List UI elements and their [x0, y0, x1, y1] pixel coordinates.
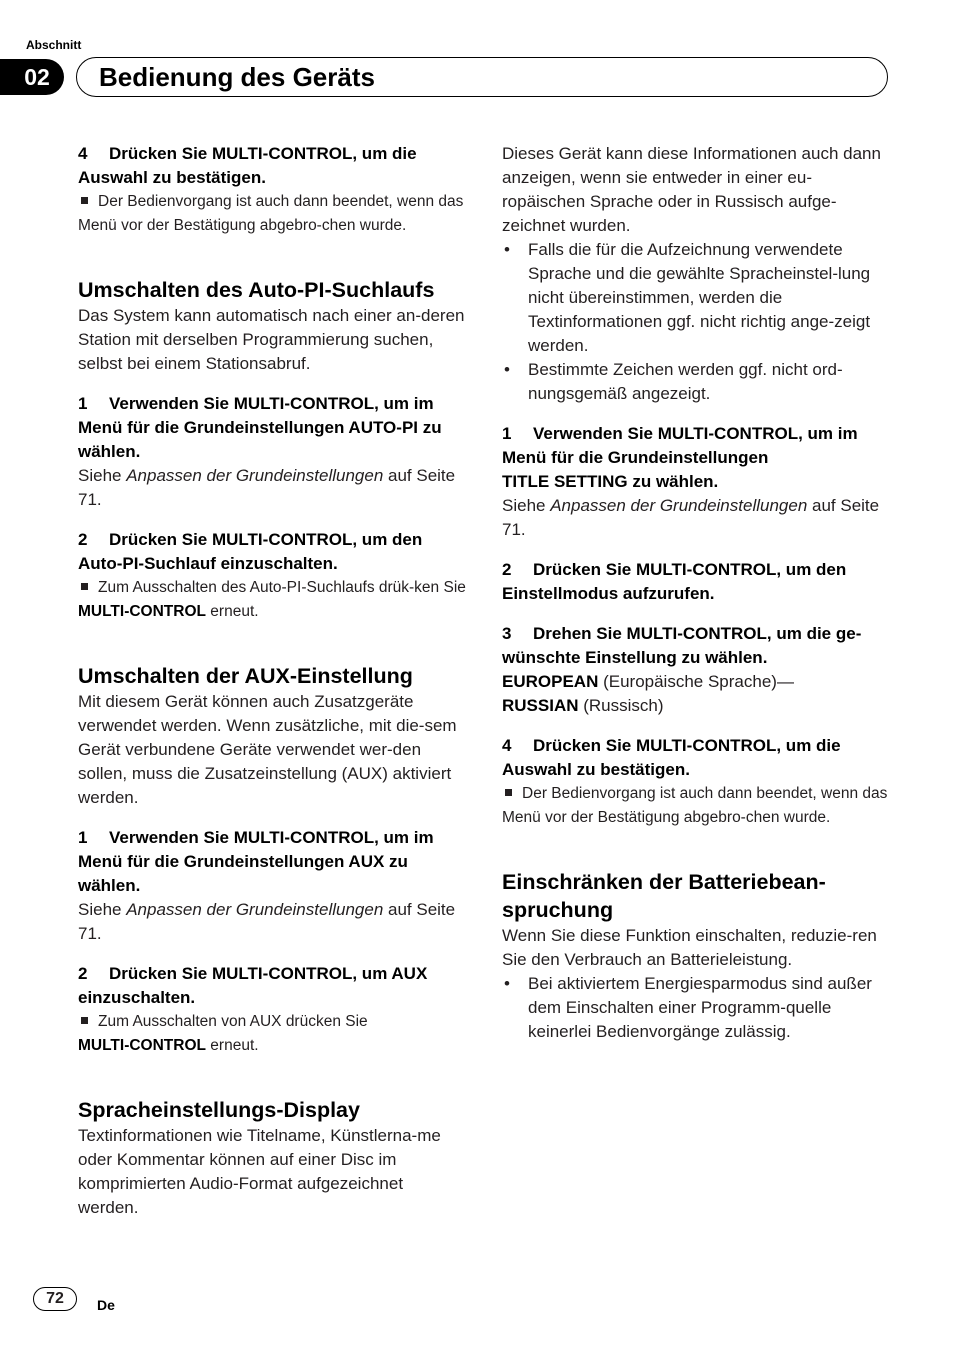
- auto-pi-step-2-note: Zum Ausschalten des Auto-PI-Suchlaufs drük-ken Sie MULTI-CONTROL erneut.: [78, 579, 466, 620]
- bullet-item: • Bestimmte Zeichen werden ggf. nicht ord-nungsgemäß angezeigt.: [502, 358, 890, 406]
- battery-intro: Wenn Sie diese Funktion einschalten, reduzie-ren Sie den Verbrauch an Batterieleistung.: [502, 926, 877, 969]
- language-option-european: EUROPEAN (Europäische Sprache)—: [502, 672, 794, 691]
- auto-pi-step-1-reference: Siehe Anpassen der Grundeinstellungen auf Seite 71.: [78, 466, 456, 509]
- bullet-item: • Falls die für die Aufzeichnung verwendete Sprache und die gewählte Spracheinstel-lung nicht übereinstimmen, werden die Textinformationen ggf. nicht richtig ange-zeigt werden.: [502, 238, 890, 358]
- heading-aux: Umschalten der AUX-Einstellung: [78, 664, 413, 688]
- page-title: [76, 57, 888, 97]
- note-step-4: Der Bedienvorgang ist auch dann beendet, wenn das Menü vor der Bestätigung abgebro-chen wurde.: [78, 193, 464, 234]
- section-label: Abschnitt: [26, 38, 82, 52]
- left-column: [78, 142, 466, 1220]
- language-step-1-reference: Siehe Anpassen der Grundeinstellungen auf Seite 71.: [502, 496, 880, 539]
- language-step-3: 3 Drehen Sie MULTI-CONTROL, um die ge-wünschte Einstellung zu wählen.: [502, 624, 862, 667]
- aux-step-2-note: Zum Ausschalten von AUX drücken Sie MULTI-CONTROL erneut.: [78, 1013, 368, 1054]
- language-option-russian: RUSSIAN (Russisch): [502, 696, 664, 715]
- cross-reference-link[interactable]: Anpassen der Grundeinstellungen: [126, 900, 384, 919]
- cross-reference-link[interactable]: Anpassen der Grundeinstellungen: [126, 466, 384, 485]
- language-display-intro: Textinformationen wie Titelname, Künstlerna-me oder Kommentar können auf einer Disc im komprimierten Audio-Format aufgezeichnet werden.: [78, 1126, 441, 1217]
- bullet-item: • Bei aktiviertem Energiesparmodus sind außer dem Einschalten einer Programm-quelle keinerlei Bedienvorgänge zulässig.: [502, 972, 890, 1044]
- aux-step-2: 2 Drücken Sie MULTI-CONTROL, um AUX einzuschalten.: [78, 964, 428, 1007]
- aux-step-1: 1 Verwenden Sie MULTI-CONTROL, um im Menü für die Grundeinstellungen AUX zu wählen.: [78, 828, 434, 895]
- heading-auto-pi: Umschalten des Auto-PI-Suchlaufs: [78, 278, 435, 302]
- square-bullet-icon: [505, 789, 512, 796]
- page-number: 72: [33, 1287, 77, 1311]
- step-4-confirm: 4 Drücken Sie MULTI-CONTROL, um die Auswahl zu bestätigen.: [78, 144, 417, 187]
- square-bullet-icon: [81, 197, 88, 204]
- language-step-2: 2 Drücken Sie MULTI-CONTROL, um den Einstellmodus aufzurufen.: [502, 560, 847, 603]
- language-code: De: [97, 1297, 115, 1313]
- page-title-text: Bedienung des Geräts: [99, 61, 375, 92]
- aux-intro: Mit diesem Gerät können auch Zusatzgeräte verwendet werden. Wenn zusätzliche, mit die-sem Gerät verbundene Geräte verwendet wer-den sollen, muss die Zusatzeinstellung (AUX) aktiviert werden.: [78, 692, 457, 807]
- language-display-continued: Dieses Gerät kann diese Informationen auch dann anzeigen, wenn sie entweder in einer eu-ropäischen Sprache oder in Russisch aufge-zeichnet wurden.: [502, 144, 881, 235]
- cross-reference-link[interactable]: Anpassen der Grundeinstellungen: [550, 496, 808, 515]
- heading-language-display: Spracheinstellungs-Display: [78, 1098, 360, 1122]
- section-number-badge: 02: [0, 59, 64, 95]
- auto-pi-step-1: 1 Verwenden Sie MULTI-CONTROL, um im Menü für die Grundeinstellungen AUTO-PI zu wählen.: [78, 394, 442, 461]
- language-step-1: 1 Verwenden Sie MULTI-CONTROL, um im Menü für die Grundeinstellungen TITLE SETTING zu wählen.: [502, 424, 858, 491]
- right-column: [502, 142, 890, 1044]
- auto-pi-step-2: 2 Drücken Sie MULTI-CONTROL, um den Auto-PI-Suchlauf einzuschalten.: [78, 530, 423, 573]
- square-bullet-icon: [81, 583, 88, 590]
- language-step-4: 4 Drücken Sie MULTI-CONTROL, um die Auswahl zu bestätigen.: [502, 736, 841, 779]
- auto-pi-intro: Das System kann automatisch nach einer an-deren Station mit derselben Programmierung suchen, selbst bei einem Stationsabruf.: [78, 306, 465, 373]
- heading-battery: Einschränken der Batteriebean-spruchung: [502, 870, 826, 922]
- language-step-4-note: Der Bedienvorgang ist auch dann beendet, wenn das Menü vor der Bestätigung abgebro-chen wurde.: [502, 785, 888, 826]
- aux-step-1-reference: Siehe Anpassen der Grundeinstellungen auf Seite 71.: [78, 900, 456, 943]
- square-bullet-icon: [81, 1017, 88, 1024]
